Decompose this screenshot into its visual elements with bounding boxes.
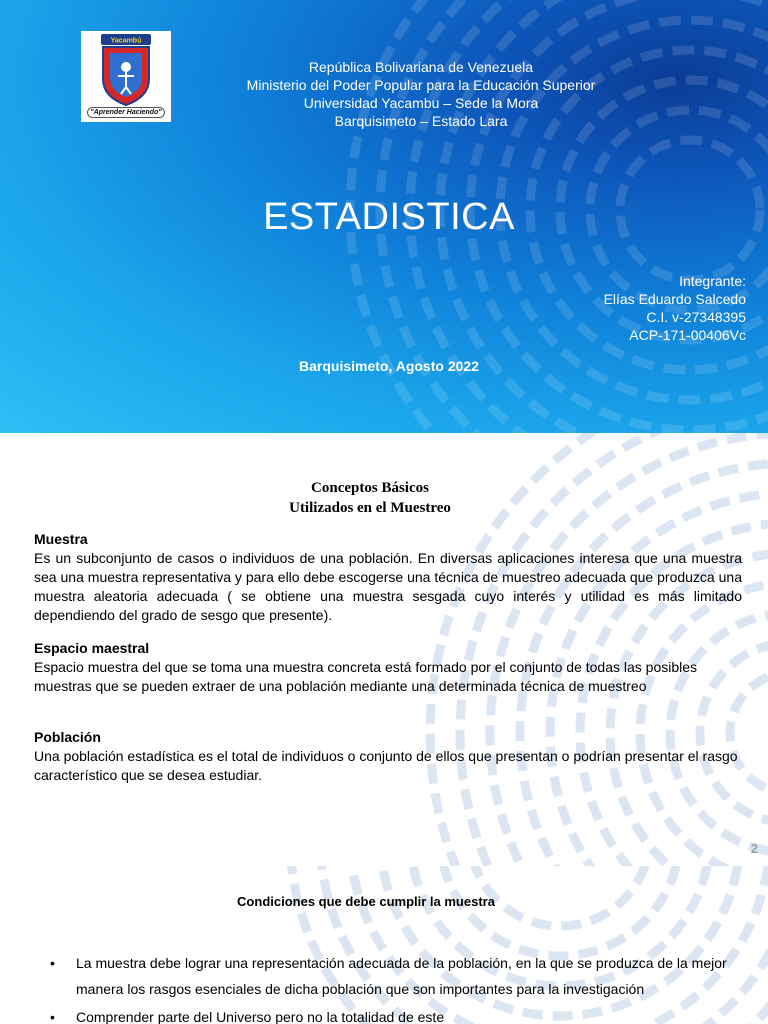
document-title: ESTADISTICA bbox=[263, 196, 515, 238]
bullet-icon: • bbox=[50, 1009, 55, 1024]
concept-body: Es un subconjunto de casos o individuos de una población. En diversas aplicaciones interesa que una muestra sea una muestra representativa y para ello debe escogerse una técnica de muestreo adecuada que produzca una muestra aleatoria adecuada ( se obtiene una muestra sesgada cuyo interés y utilidad es más limitado dependiendo del grado de sesgo que presente). bbox=[34, 550, 742, 623]
concept-heading: Población bbox=[34, 729, 101, 745]
header-line: Barquisimeto – Estado Lara bbox=[334, 113, 508, 129]
conditions-list bbox=[48, 950, 738, 1024]
list-item-text: La muestra debe lograr una representación adecuada de la población, en la que se produzca de la mejor manera los rasgos esenciales de dicha población que son importantes para la investigación bbox=[76, 955, 727, 997]
svg-text:Yacambú: Yacambú bbox=[110, 37, 142, 45]
slide-title-line: Utilizados en el Muestreo bbox=[289, 500, 451, 516]
header-line: República Bolivariana de Venezuela bbox=[308, 59, 534, 75]
page-number: 2 bbox=[750, 841, 758, 856]
bullet-icon: • bbox=[50, 955, 55, 971]
concept-muestra bbox=[34, 530, 742, 625]
concepts-slide bbox=[0, 433, 768, 866]
logo-motto: "Aprender Haciendo" bbox=[87, 107, 165, 118]
conditions-slide bbox=[0, 866, 768, 1024]
concept-heading: Muestra bbox=[34, 531, 88, 547]
date-location: Barquisimeto, Agosto 2022 bbox=[299, 358, 479, 374]
concept-body: Espacio muestra del que se toma una muestra concreta está formado por el conjunto de todas las posibles muestras que se pueden extraer de una población mediante una determinada técnica de muestreo bbox=[34, 659, 698, 694]
list-item bbox=[48, 1004, 738, 1024]
list-item bbox=[48, 950, 738, 1002]
author-line: Integrante: bbox=[679, 273, 746, 289]
slide-title bbox=[0, 478, 740, 518]
author-line: C.I. v-27348395 bbox=[646, 309, 746, 325]
university-logo bbox=[81, 31, 171, 122]
concept-poblacion bbox=[34, 728, 742, 785]
slide-title-line: Conceptos Básicos bbox=[311, 480, 429, 496]
author-line: Elías Eduardo Salcedo bbox=[603, 291, 746, 307]
concept-espacio-maestral bbox=[34, 639, 742, 696]
cover-slide bbox=[0, 0, 768, 433]
author-info bbox=[604, 272, 746, 344]
list-item-text: Comprender parte del Universo pero no la totalidad de este bbox=[76, 1009, 445, 1024]
institution-header bbox=[180, 58, 662, 130]
concept-heading: Espacio maestral bbox=[34, 640, 150, 656]
author-line: ACP-171-00406Vc bbox=[629, 327, 746, 343]
header-line: Universidad Yacambu – Sede la Mora bbox=[303, 95, 539, 111]
concept-body: Una población estadística es el total de individuos o conjunto de ellos que presentan o podrían presentar el rasgo característico que se desea estudiar. bbox=[34, 748, 738, 783]
header-line: Ministerio del Poder Popular para la Educación Superior bbox=[246, 77, 596, 93]
slide-title: Condiciones que debe cumplir la muestra bbox=[237, 894, 495, 909]
